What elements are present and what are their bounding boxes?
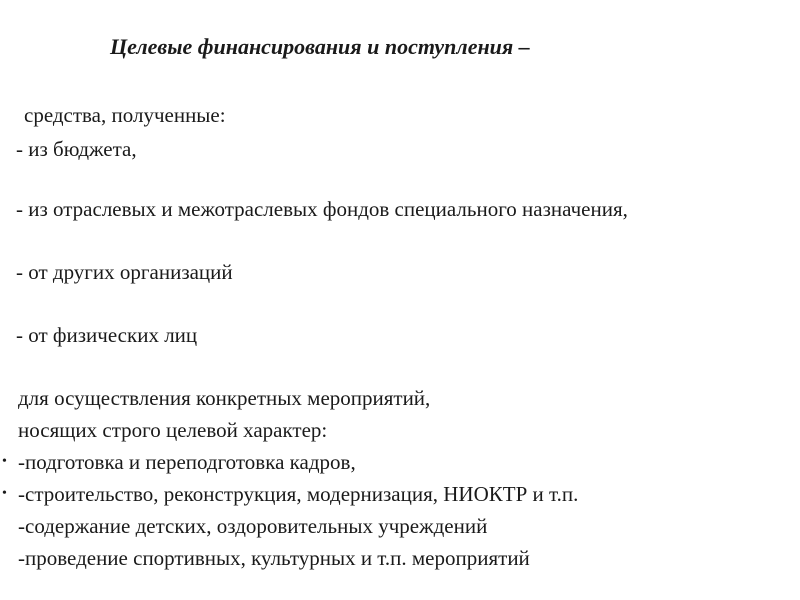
source-item-funds: - из отраслевых и межотраслевых фондов специального назначения, xyxy=(16,197,628,221)
intro-text: средства, полученные: xyxy=(24,103,226,127)
purpose-line-1: для осуществления конкретных мероприятий, xyxy=(18,386,431,410)
source-item-individuals: - от физических лиц xyxy=(16,323,198,347)
bullet-icon: • xyxy=(2,454,7,469)
example-item-maintenance: -содержание детских, оздоровительных учреждений xyxy=(18,514,488,538)
purpose-line-2: носящих строго целевой характер: xyxy=(18,418,328,442)
example-item-training: -подготовка и переподготовка кадров, xyxy=(18,450,356,474)
slide-title: Целевые финансирования и поступления – xyxy=(110,34,530,59)
bullet-icon: • xyxy=(2,486,7,501)
example-item-events: -проведение спортивных, культурных и т.п. мероприятий xyxy=(18,546,530,570)
example-item-construction: -строительство, реконструкция, модернизация, НИОКТР и т.п. xyxy=(18,482,579,506)
source-item-organizations: - от других организаций xyxy=(16,260,233,284)
source-item-budget: - из бюджета, xyxy=(16,137,137,161)
